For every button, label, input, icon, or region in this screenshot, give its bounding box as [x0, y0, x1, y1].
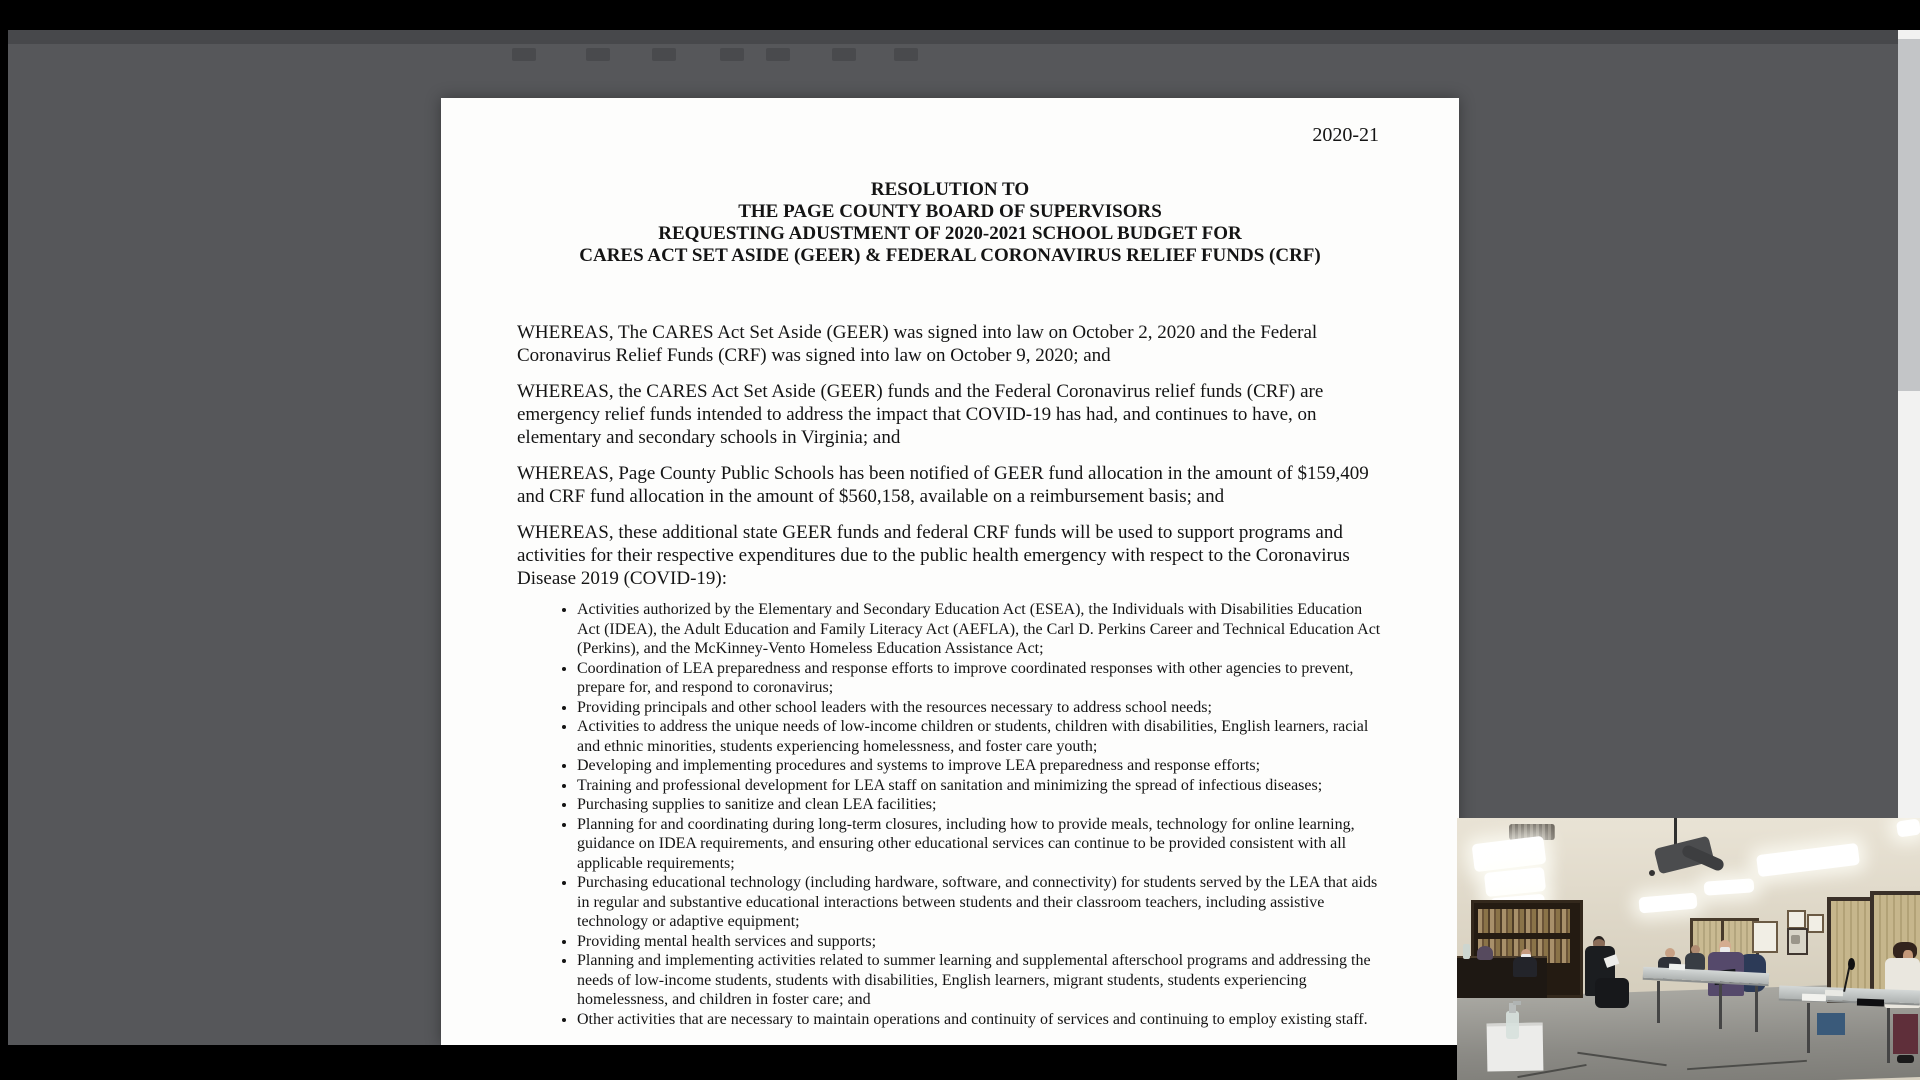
bullet-item: • Other activities that are necessary to maintain operations and continuity of services and continuing to employ existing staff. [577, 1010, 1385, 1030]
doc-title-line: RESOLUTION TO [870, 179, 1030, 200]
bullet-item: • Activities to address the unique needs of low-income children or students, children with disabilities, English learners, racial and ethnic minorities, students experiencing homelessness, and foster care youth; [577, 717, 1385, 756]
nameplate [1857, 999, 1884, 1007]
webcam-meeting-room-video [1457, 818, 1920, 1080]
doc-paragraph: WHEREAS, Page County Public Schools has been notified of GEER fund allocation in the amount of $159,409 and CRF fund allocation in the amount of $560,158, available on a reimbursement basis; and [517, 463, 1369, 507]
book-row [1478, 909, 1570, 933]
doc-title-line: REQUESTING ADUSTMENT OF 2020-2021 SCHOOL BUDGET FOR [658, 223, 1242, 244]
storage-bin [1817, 1013, 1845, 1035]
faded-toolbar-item-icon [894, 48, 918, 61]
bullet-item: • Planning for and coordinating during long-term closures, including how to provide meals, technology for online learning, guidance on IDEA requirements, and ensuring other educational services can continue to be provided consistent with all applicable requirements; [577, 815, 1385, 874]
faded-toolbar-band [8, 30, 1920, 44]
doc-year-label: 2020-21 [1312, 124, 1379, 146]
doc-title-line: CARES ACT SET ASIDE (GEER) & FEDERAL CORONAVIRUS RELIEF FUNDS (CRF) [579, 245, 1321, 266]
doc-title-line: THE PAGE COUNTY BOARD OF SUPERVISORS [738, 201, 1162, 222]
bullet-item: • Providing principals and other school leaders with the resources necessary to address school needs; [577, 698, 1385, 718]
flower-arrangement [1477, 946, 1493, 960]
sanitizer-nozzle [1513, 1001, 1521, 1005]
doc-paragraph: WHEREAS, these additional state GEER funds and federal CRF funds will be used to support programs and activities for their respective expenditures due to the public health emergency with respect to the Coronavirus Disease 2019 (COVID-19): [517, 522, 1350, 589]
faded-toolbar-item-icon [766, 48, 790, 61]
wall-certificate [1807, 914, 1824, 933]
faded-toolbar-item-icon [652, 48, 676, 61]
bullet-item: • Coordination of LEA preparedness and response efforts to improve coordinated responses with other agencies to prevent, prepare for, and respond to coronavirus; [577, 659, 1385, 698]
wall-certificate [1752, 921, 1778, 953]
papers-on-table [1669, 964, 1685, 971]
ceiling-camera-dot [1649, 870, 1655, 876]
faded-toolbar-item-icon [512, 48, 536, 61]
scrollbar-thumb[interactable] [1898, 39, 1920, 391]
table-leg [1887, 1008, 1890, 1063]
bullet-item: • Purchasing educational technology (including hardware, software, and connectivity) for students served by the LEA that aids in regular and substantive educational interactions between students and their classroom teachers, including assistive technology or adaptive equipment; [577, 873, 1385, 932]
letterbox-top-bar [0, 0, 1920, 30]
faded-toolbar-item-icon [832, 48, 856, 61]
bullet-item: • Planning and implementing activities related to summer learning and supplemental afterschool programs and addressing the needs of low-income students, students with disabilities, English learners, migrant students, students experiencing homelessness, and children in foster care; and [577, 951, 1385, 1010]
bullet-item: • Training and professional development for LEA staff on sanitation and minimizing the spread of infectious diseases; [577, 776, 1385, 796]
water-bottle [1463, 944, 1470, 959]
papers-on-table [1802, 994, 1826, 1002]
vertical-scrollbar[interactable] [1898, 30, 1920, 820]
ceiling-light [1896, 818, 1920, 837]
shoe [1897, 1055, 1914, 1063]
person-legs [1893, 1014, 1918, 1054]
doc-body [441, 321, 1459, 590]
person-body [1685, 953, 1705, 970]
microphone [1848, 958, 1855, 970]
bullet-item: • Developing and implementing procedures and systems to improve LEA preparedness and response efforts; [577, 756, 1385, 776]
office-chair [1595, 978, 1629, 1008]
picture-image [1791, 935, 1800, 944]
faded-toolbar-item-icon [586, 48, 610, 61]
doc-bullet-list [552, 600, 1385, 1029]
person-body [1513, 957, 1537, 977]
wall-picture [1787, 928, 1808, 955]
bullet-item: • Activities authorized by the Elementary and Secondary Education Act (ESEA), the Individuals with Disabilities Education Act (IDEA), the Adult Education and Family Literacy Act (AEFLA), the Carl D. Perkins Career and Technical Education Act (Perkins), and the McKinney-Vento Homeless Education Assistance Act; [577, 600, 1385, 659]
hand-sanitizer-bottle [1506, 1011, 1519, 1039]
table-leg [1719, 984, 1722, 1029]
faded-toolbar-item-icon [720, 48, 744, 61]
letterbox-left-edge [0, 0, 8, 1080]
bullet-item: • Purchasing supplies to sanitize and clean LEA facilities; [577, 795, 1385, 815]
doc-paragraph: WHEREAS, The CARES Act Set Aside (GEER) was signed into law on October 2, 2020 and the Federal Coronavirus Relief Funds (CRF) was signed into law on October 9, 2020; and [517, 322, 1318, 366]
document-page [441, 98, 1459, 1045]
papers-on-table [1825, 990, 1843, 997]
doc-title [441, 179, 1459, 267]
table-leg [1807, 1003, 1810, 1053]
table-leg [1657, 981, 1660, 1023]
table-leg [1755, 986, 1758, 1032]
wall-certificate [1787, 910, 1806, 929]
bullet-item: • Providing mental health services and supports; [577, 932, 1385, 952]
doc-paragraph: WHEREAS, the CARES Act Set Aside (GEER) funds and the Federal Coronavirus relief funds (CRF) are emergency relief funds intended to address the impact that COVID-19 has had, and continues to have, on elementary and secondary schools in Virginia; and [517, 381, 1324, 448]
